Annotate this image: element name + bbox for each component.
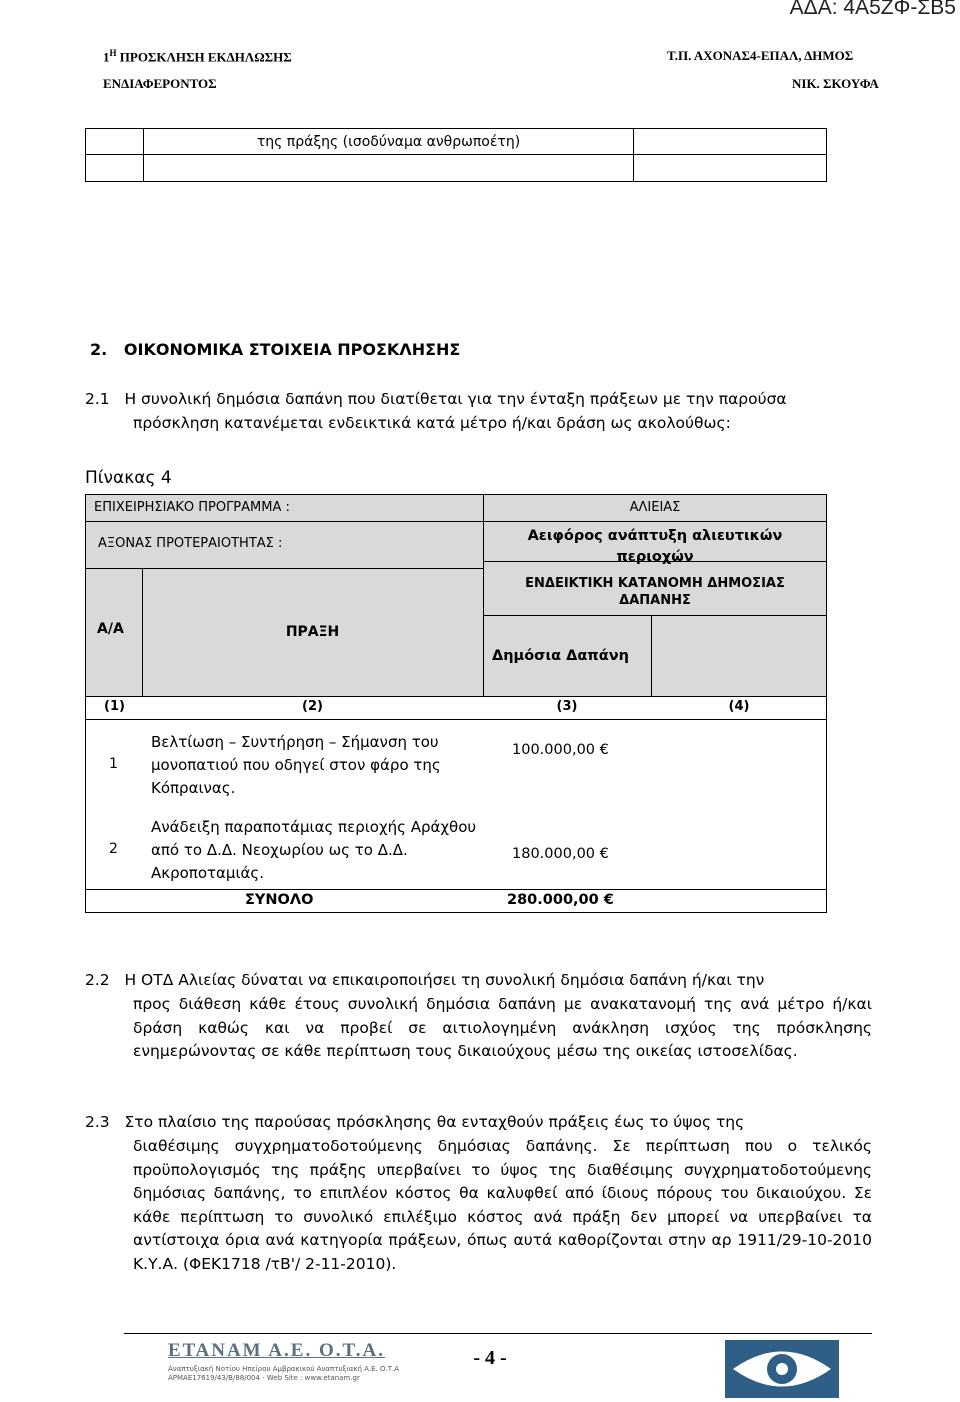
header-right-line1: Τ.Π. ΑΧΟΝΑΣ4-ΕΠΑΛ, ΔΗΜΟΣ: [667, 48, 854, 63]
logo-subtitle: Αναπτυξιακή Νοτίου Ηπείρου Αμβρακικού Αναπτυξιακή Α.Ε. Ο.Τ.Α: [168, 1365, 400, 1373]
footer-logo: [168, 1340, 400, 1390]
col-number-3: (3): [556, 699, 578, 714]
paragraph-2-2-body: προς διάθεση κάθε έτους συνολική δημόσια δαπάνη με ανακατανομή της ανά μέτρο ή/και δράση καθώς και να προβεί σε αιτιολογημένη ανάκληση ισχύος της πρόσκλησης ενημερώνοντας σε κάθε περίπτωση τους δικαιούχους μέσω της οικείας ιστοσελίδας.: [133, 995, 872, 1060]
row-2-amount: 180.000,00 €: [512, 846, 609, 862]
eye-logo-icon: [725, 1340, 839, 1398]
paragraph-2-2-line1: 2.2 Η ΟΤΔ Αλιείας δύναται να επικαιροποιήσει τη συνολική δημόσια δαπάνη ή/και την: [85, 971, 765, 989]
paragraph-2-1-line2: πρόσκληση κατανέμεται ενδεικτικά κατά μέτρο ή/και δράση ως ακολούθως:: [133, 414, 731, 432]
paragraph-2-3-number: 2.3: [85, 1113, 110, 1131]
header-ordinal: 1: [103, 49, 110, 65]
col-aa: Α/Α: [97, 621, 124, 637]
section-title: 2. ΟΙΚΟΝΟΜΙΚΑ ΣΤΟΙΧΕΙΑ ΠΡΟΣΚΛΗΣΗΣ: [90, 340, 461, 359]
header-ordinal-sup: Η: [109, 48, 117, 58]
total-value: 280.000,00 €: [507, 892, 614, 908]
row-1-action: Βελτίωση – Συντήρηση – Σήμανση του μονοπατιού που οδηγεί στον φάρο της Κόπραινας.: [151, 733, 441, 797]
page-number: - 4 -: [473, 1347, 507, 1369]
program-label: ΕΠΙΧΕΙΡΗΣΙΑΚΟ ΠΡΟΓΡΑΜΜΑ :: [94, 500, 290, 515]
axis-label: ΑΞΟΝΑΣ ΠΡΟΤΕΡΑΙΟΤΗΤΑΣ :: [98, 536, 283, 551]
col-action: ΠΡΑΞΗ: [285, 624, 340, 640]
ada-code: ΑΔΑ: 4Α5ΖΦ-ΣΒ5: [789, 0, 956, 19]
table-title: Πίνακας 4: [85, 468, 172, 488]
col-public-expenditure: Δημόσια Δαπάνη: [492, 648, 629, 664]
axis-value: Αειφόρος ανάπτυξη αλιευτικών περιοχών: [527, 528, 783, 565]
col-number-4: (4): [728, 699, 750, 714]
header-left-title: ΠΡΟΣΚΛΗΣΗ ΕΚΔΗΛΩΣΗΣ: [116, 49, 292, 65]
row-2-action: Ανάδειξη παραποτάμιας περιοχής Αράχθου από το Δ.Δ. Νεοχωρίου ως το Δ.Δ. Ακροποταμιάς.: [151, 818, 477, 882]
footer-divider: [124, 1333, 872, 1334]
allocation-table: [85, 494, 827, 913]
total-label: ΣΥΝΟΛΟ: [245, 892, 314, 908]
col-number-1: (1): [104, 699, 125, 714]
logo-text: ΕΤΑΝΑΜ Α.Ε. Ο.Τ.Α.: [168, 1340, 385, 1361]
program-value: ΑΛΙΕΙΑΣ: [629, 500, 681, 515]
top-table-text: της πράξης (ισοδύναμα ανθρωποέτη): [144, 129, 634, 155]
header-left-line2: ΕΝΔΙΑΦΕΡΟΝΤΟΣ: [103, 76, 217, 91]
paragraph-2-1-line1: 2.1 Η συνολική δημόσια δαπάνη που διατίθεται για την ένταξη πράξεων με την παρούσα: [85, 390, 787, 408]
paragraph-2-1-number: 2.1: [85, 390, 110, 408]
row-1-aa: 1: [109, 756, 118, 772]
row-1-amount: 100.000,00 €: [512, 742, 609, 758]
top-table: [85, 128, 827, 182]
row-2-aa: 2: [109, 841, 118, 857]
header-left-line1: [103, 48, 292, 65]
paragraph-2-3-body: διαθέσιμης συγχρηματοδοτούμενης δημόσιας δαπάνης. Σε περίπτωση που ο τελικός προϋπολογισμός της πράξης υπερβαίνει το ύψος της διαθέσιμης συγχρηματοδοτούμενης δημόσιας δαπάνης, το επιπλέον κόστος θα καλυφθεί από ίδιους πόρους του δικαιούχου. Σε κάθε περίπτωση το συνολικό επιλέξιμο κόστος ανά πράξη δεν μπορεί να υπερβαίνει τα αντίστοιχα όρια ανά κατηγορία πράξεων, όπως αυτά καθορίζονται στην αρ 1911/29-10-2010 Κ.Υ.Α. (ΦΕΚ1718 /τΒ'/ 2-11-2010).: [133, 1137, 872, 1273]
paragraph-2-3-line1: 2.3 Στο πλαίσιο της παρούσας πρόσκλησης θα ενταχθούν πράξεις έως το ύψος της: [85, 1113, 745, 1131]
logo-registration: ΑΡΜΑΕ17619/43/Β/88/004 - Web Site : www.etanam.gr: [168, 1374, 360, 1382]
paragraph-2-2-number: 2.2: [85, 971, 110, 989]
allocation-label: ΕΝΔΕΙΚΤΙΚΗ ΚΑΤΑΝΟΜΗ ΔΗΜΟΣΙΑΣ ΔΑΠΑΝΗΣ: [525, 576, 785, 608]
col-number-2: (2): [302, 699, 323, 714]
header-right-line2: ΝΙΚ. ΣΚΟΥΦΑ: [792, 76, 879, 91]
